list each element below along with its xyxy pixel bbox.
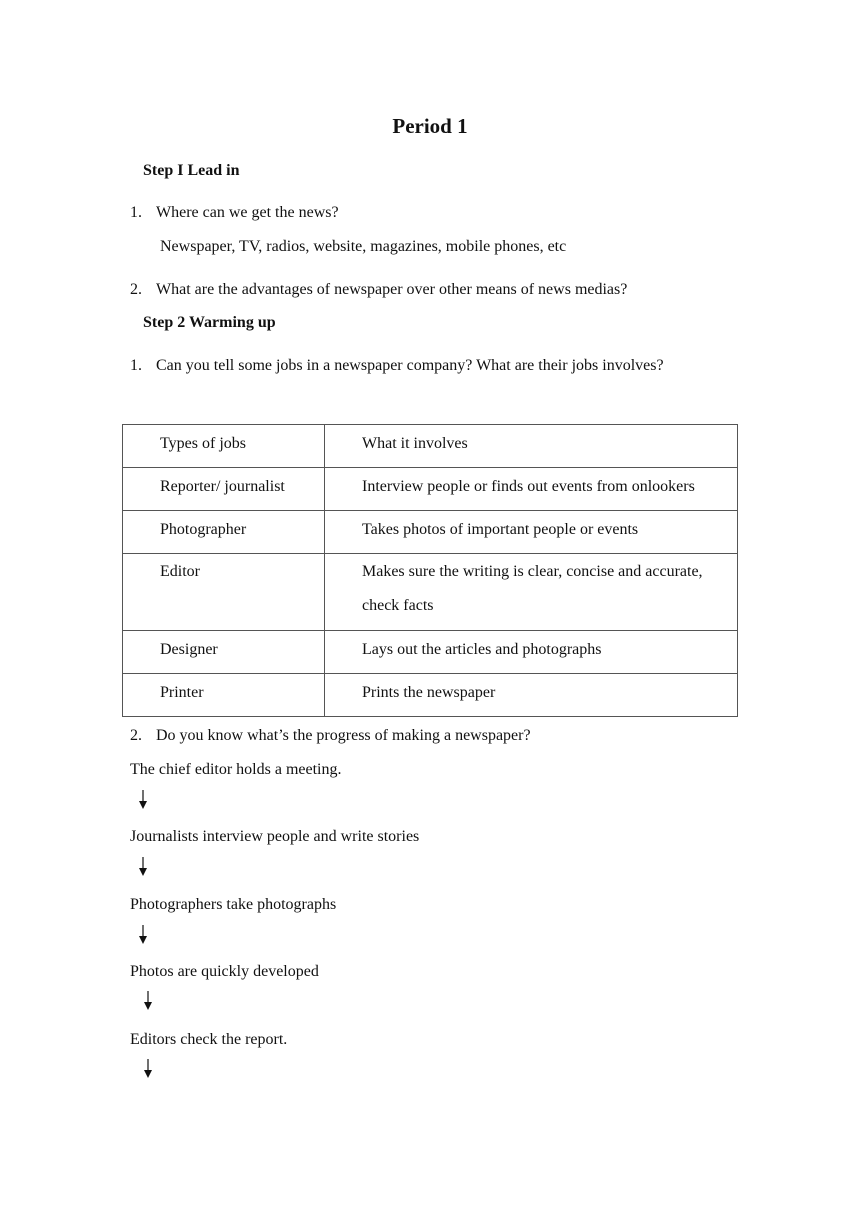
question-number: 2. xyxy=(130,727,142,744)
process-step: Editors check the report. xyxy=(130,1031,288,1048)
down-arrow-icon xyxy=(142,991,154,1011)
question-number: 1. xyxy=(130,204,142,221)
table-row xyxy=(123,674,738,717)
process-step: Photographers take photographs xyxy=(130,896,337,913)
job-description-cell: Prints the newspaper xyxy=(325,674,738,717)
step2-question-2 xyxy=(130,727,531,745)
step1-question-2 xyxy=(130,281,627,299)
step1-heading: Step I Lead in xyxy=(143,162,240,179)
table-header-cell: Types of jobs xyxy=(123,425,325,468)
table-row xyxy=(123,554,738,631)
job-type-cell: Reporter/ journalist xyxy=(123,468,325,511)
question-number: 1. xyxy=(130,357,142,374)
question-text: What are the advantages of newspaper over other means of news medias? xyxy=(156,281,628,298)
job-type-cell: Printer xyxy=(123,674,325,717)
table-row xyxy=(123,631,738,674)
down-arrow-icon xyxy=(137,857,149,877)
job-description-cell: Takes photos of important people or events xyxy=(325,511,738,554)
down-arrow-icon xyxy=(137,790,149,810)
question-text: Do you know what’s the progress of making a newspaper? xyxy=(156,727,531,744)
table-header-cell: What it involves xyxy=(325,425,738,468)
job-type-cell: Photographer xyxy=(123,511,325,554)
jobs-table xyxy=(122,424,738,717)
job-description-cell: Interview people or finds out events from onlookers xyxy=(325,468,738,511)
step2-heading: Step 2 Warming up xyxy=(143,314,276,331)
page-title: Period 1 xyxy=(392,114,468,138)
step2-question-1 xyxy=(130,357,664,375)
table-header-row xyxy=(123,425,738,468)
question-number: 2. xyxy=(130,281,142,298)
process-step: Journalists interview people and write stories xyxy=(130,828,420,845)
job-type-cell: Editor xyxy=(123,554,325,631)
down-arrow-icon xyxy=(142,1059,154,1079)
step1-answer-1: Newspaper, TV, radios, website, magazines, mobile phones, etc xyxy=(160,238,567,255)
process-step: Photos are quickly developed xyxy=(130,963,319,980)
table-row xyxy=(123,511,738,554)
question-text: Where can we get the news? xyxy=(156,204,339,221)
job-type-cell: Designer xyxy=(123,631,325,674)
process-step: The chief editor holds a meeting. xyxy=(130,761,342,778)
job-description-cell: Makes sure the writing is clear, concise and accurate, check facts xyxy=(325,554,738,631)
job-description-cell: Lays out the articles and photographs xyxy=(325,631,738,674)
down-arrow-icon xyxy=(137,925,149,945)
table-row xyxy=(123,468,738,511)
step1-question-1 xyxy=(130,204,339,222)
question-text: Can you tell some jobs in a newspaper company? What are their jobs involves? xyxy=(156,357,664,374)
